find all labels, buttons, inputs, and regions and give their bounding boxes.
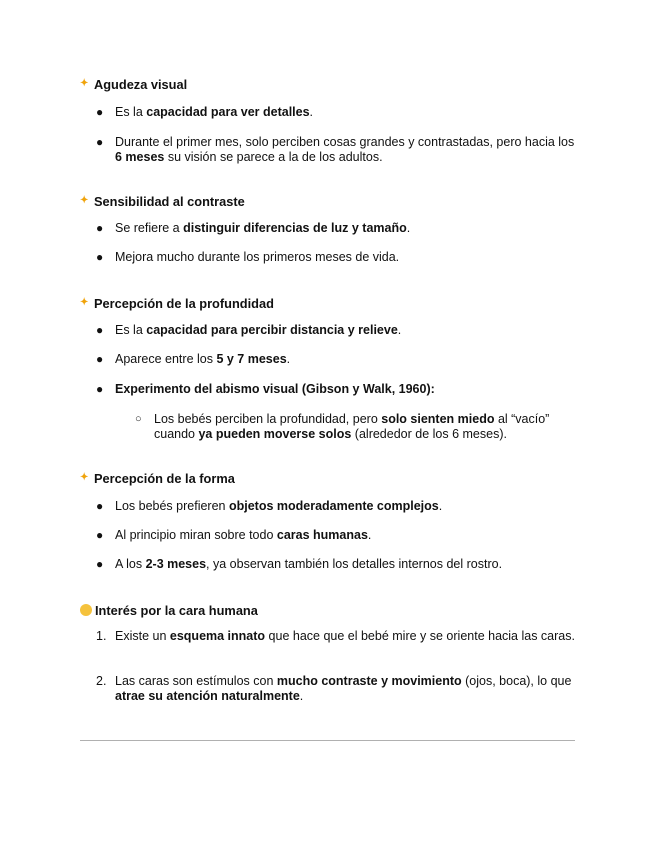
- star-icon: ✦: [80, 78, 89, 89]
- bullet-icon: ●: [96, 105, 104, 119]
- section-percepcion-forma: [80, 470, 580, 571]
- section-title: Percepción de la forma: [94, 470, 235, 486]
- item-text: Los bebés perciben la profundidad, pero solo sienten miedo al “vacío” cuando ya pueden moverse solos (alrededor de los 6 meses).: [154, 412, 550, 441]
- item-text: Es la capacidad para ver detalles.: [115, 105, 314, 119]
- section-percepcion-profundidad: [80, 295, 580, 441]
- section-heading: [80, 295, 580, 311]
- item-text: A los 2-3 meses, ya observan también los detalles internos del rostro.: [115, 557, 503, 571]
- section-title: Agudeza visual: [94, 76, 188, 92]
- section-title: Sensibilidad al contraste: [94, 193, 245, 209]
- bullet-icon: ●: [96, 499, 104, 513]
- item-number: 1.: [96, 629, 107, 643]
- star-icon: ✦: [80, 195, 89, 206]
- star-icon: ✦: [80, 472, 89, 483]
- section-heading: [80, 76, 580, 92]
- item-text: Las caras son estímulos con mucho contraste y movimiento (ojos, boca), lo que atrae su atención naturalmente.: [115, 674, 572, 703]
- horizontal-rule: [80, 740, 575, 741]
- section-title: Interés por la cara humana: [95, 602, 258, 618]
- item-text: Durante el primer mes, solo perciben cosas grandes y contrastadas, pero hacia los 6 meses su visión se parece a la de los adultos.: [115, 135, 575, 164]
- item-text: Al principio miran sobre todo caras humanas.: [115, 528, 372, 542]
- section-heading: [80, 193, 580, 209]
- item-text: Mejora mucho durante los primeros meses de vida.: [115, 250, 400, 264]
- star-icon: ✦: [80, 297, 89, 308]
- bullet-icon: ●: [96, 221, 104, 235]
- section-title: Percepción de la profundidad: [94, 295, 274, 311]
- item-text: Es la capacidad para percibir distancia y relieve.: [115, 323, 402, 337]
- baby-emoji-icon: [80, 604, 92, 616]
- hollow-bullet-icon: ○: [135, 413, 142, 425]
- bullet-icon: ●: [96, 135, 104, 149]
- bullet-icon: ●: [96, 250, 104, 264]
- bullet-icon: ●: [96, 352, 104, 366]
- section-heading: [80, 602, 580, 618]
- item-text: Aparece entre los 5 y 7 meses.: [115, 352, 291, 366]
- item-text: Se refiere a distinguir diferencias de luz y tamaño.: [115, 221, 411, 235]
- item-text: Existe un esquema innato que hace que el bebé mire y se oriente hacia las caras.: [115, 629, 575, 643]
- item-number: 2.: [96, 674, 107, 688]
- bullet-icon: ●: [96, 557, 104, 571]
- bullet-icon: ●: [96, 382, 104, 396]
- bullet-icon: ●: [96, 528, 104, 542]
- section-interes-cara-humana: [80, 602, 580, 703]
- section-sensibilidad-contraste: [80, 193, 580, 264]
- section-heading: [80, 470, 580, 486]
- item-text: Los bebés prefieren objetos moderadamente complejos.: [115, 499, 443, 513]
- bullet-icon: ●: [96, 323, 104, 337]
- section-agudeza-visual: [80, 76, 580, 164]
- item-text: Experimento del abismo visual (Gibson y Walk, 1960):: [115, 382, 435, 396]
